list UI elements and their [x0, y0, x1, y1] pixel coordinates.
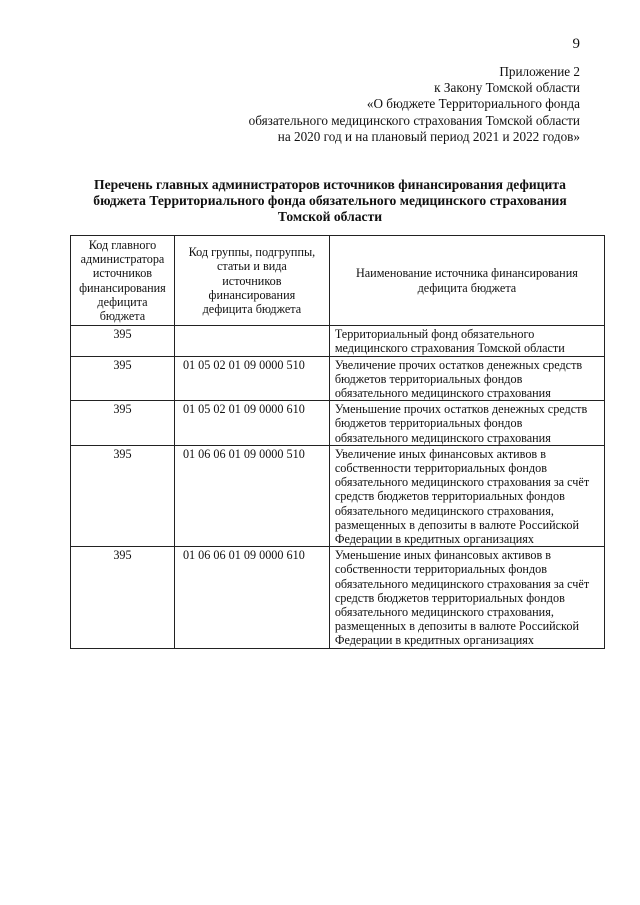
sources-table [70, 235, 605, 649]
source-name-line: обязательного медицинского страхования, [334, 503, 554, 518]
source-name-cell [329, 356, 604, 401]
source-name-line: обязательного медицинского страхования, [334, 605, 554, 620]
annex-line: «О бюджете Территориального фонда [366, 96, 580, 112]
source-name-line: Увеличение прочих остатков денежных средств [334, 357, 583, 372]
header-line: источников [92, 266, 153, 281]
header-line: Код группы, подгруппы, [188, 245, 316, 260]
source-name-line: Федерации в кредитных организациях [334, 532, 535, 547]
source-name-line: Увеличение иных финансовых активов в [334, 446, 546, 461]
title-line: Перечень главных администраторов источников финансирования дефицита [94, 177, 566, 192]
header-line: дефицита бюджета [202, 301, 302, 316]
header-line: дефицита бюджета [417, 280, 517, 295]
header-line: финансирования [79, 280, 166, 295]
header-admin-code [71, 236, 175, 326]
annex-line: к Закону Томской области [434, 80, 580, 96]
source-name-line: Уменьшение иных финансовых активов в [334, 548, 552, 563]
source-name-line: Федерации в кредитных организациях [334, 633, 535, 648]
header-line: дефицита [97, 294, 148, 309]
admin-code-cell: 395 [71, 445, 175, 546]
table-row [71, 445, 605, 546]
source-name-line: медицинского страхования Томской области [334, 341, 565, 356]
admin-code-cell: 395 [71, 547, 175, 648]
header-line: Код главного [88, 238, 157, 252]
table-body [71, 326, 605, 648]
source-code-cell: 01 06 06 01 09 0000 610 [174, 547, 329, 648]
page-number: 9 [572, 36, 580, 52]
header-source-code [174, 236, 329, 326]
header-line: финансирования [208, 287, 296, 302]
source-name-line: средств бюджетов территориальных фондов [334, 489, 565, 504]
header-line: Наименование источника финансирования [355, 266, 578, 281]
annex-header [160, 64, 580, 145]
source-name-line: размещенных в депозиты в валюте Российской [334, 619, 579, 634]
document-title [70, 177, 590, 224]
source-name-line: Уменьшение прочих остатков денежных средств [334, 402, 588, 417]
source-name-line: собственности территориальных фондов [334, 562, 547, 577]
source-name-cell [329, 547, 604, 648]
source-name-line: бюджетов территориальных фондов [334, 371, 523, 386]
table-row [71, 326, 605, 356]
admin-code-cell: 395 [71, 326, 175, 356]
annex-line: обязательного медицинского страхования Томской области [248, 112, 580, 128]
table-row [71, 401, 605, 446]
source-name-cell [329, 401, 604, 446]
source-code-cell: 01 05 02 01 09 0000 610 [174, 401, 329, 446]
table-row [71, 356, 605, 401]
source-name-cell [329, 445, 604, 546]
admin-code-cell: 395 [71, 356, 175, 401]
header-line: администратора [80, 252, 165, 267]
table-header-row [71, 236, 605, 326]
source-name-line: размещенных в депозиты в валюте Российской [334, 517, 579, 532]
title-line: Томской области [277, 208, 383, 224]
source-name-cell [329, 326, 604, 356]
source-name-line: бюджетов территориальных фондов [334, 416, 523, 431]
source-code-cell: 01 05 02 01 09 0000 510 [174, 356, 329, 401]
header-line: источников [222, 273, 282, 288]
source-name-line: обязательного медицинского страхования [334, 386, 551, 401]
source-code-cell: 01 06 06 01 09 0000 510 [174, 445, 329, 546]
header-source-name [329, 236, 604, 326]
source-name-line: Территориальный фонд обязательного [334, 327, 535, 342]
admin-code-cell: 395 [71, 401, 175, 446]
source-name-line: средств бюджетов территориальных фондов [334, 590, 565, 605]
source-name-line: собственности территориальных фондов [334, 461, 547, 476]
table-row [71, 547, 605, 648]
source-name-line: обязательного медицинского страхования [334, 430, 551, 445]
annex-line: Приложение 2 [499, 64, 580, 79]
source-name-line: обязательного медицинского страхования за счёт [334, 576, 590, 591]
source-name-line: обязательного медицинского страхования за счёт [334, 475, 590, 490]
source-code-cell [174, 326, 329, 356]
title-line: бюджета Территориального фонда обязательного медицинского страхования [93, 192, 567, 208]
annex-line: на 2020 год и на плановый период 2021 и 2022 годов» [277, 128, 580, 144]
header-line: статьи и вида [216, 259, 287, 274]
header-line: бюджета [99, 309, 146, 324]
